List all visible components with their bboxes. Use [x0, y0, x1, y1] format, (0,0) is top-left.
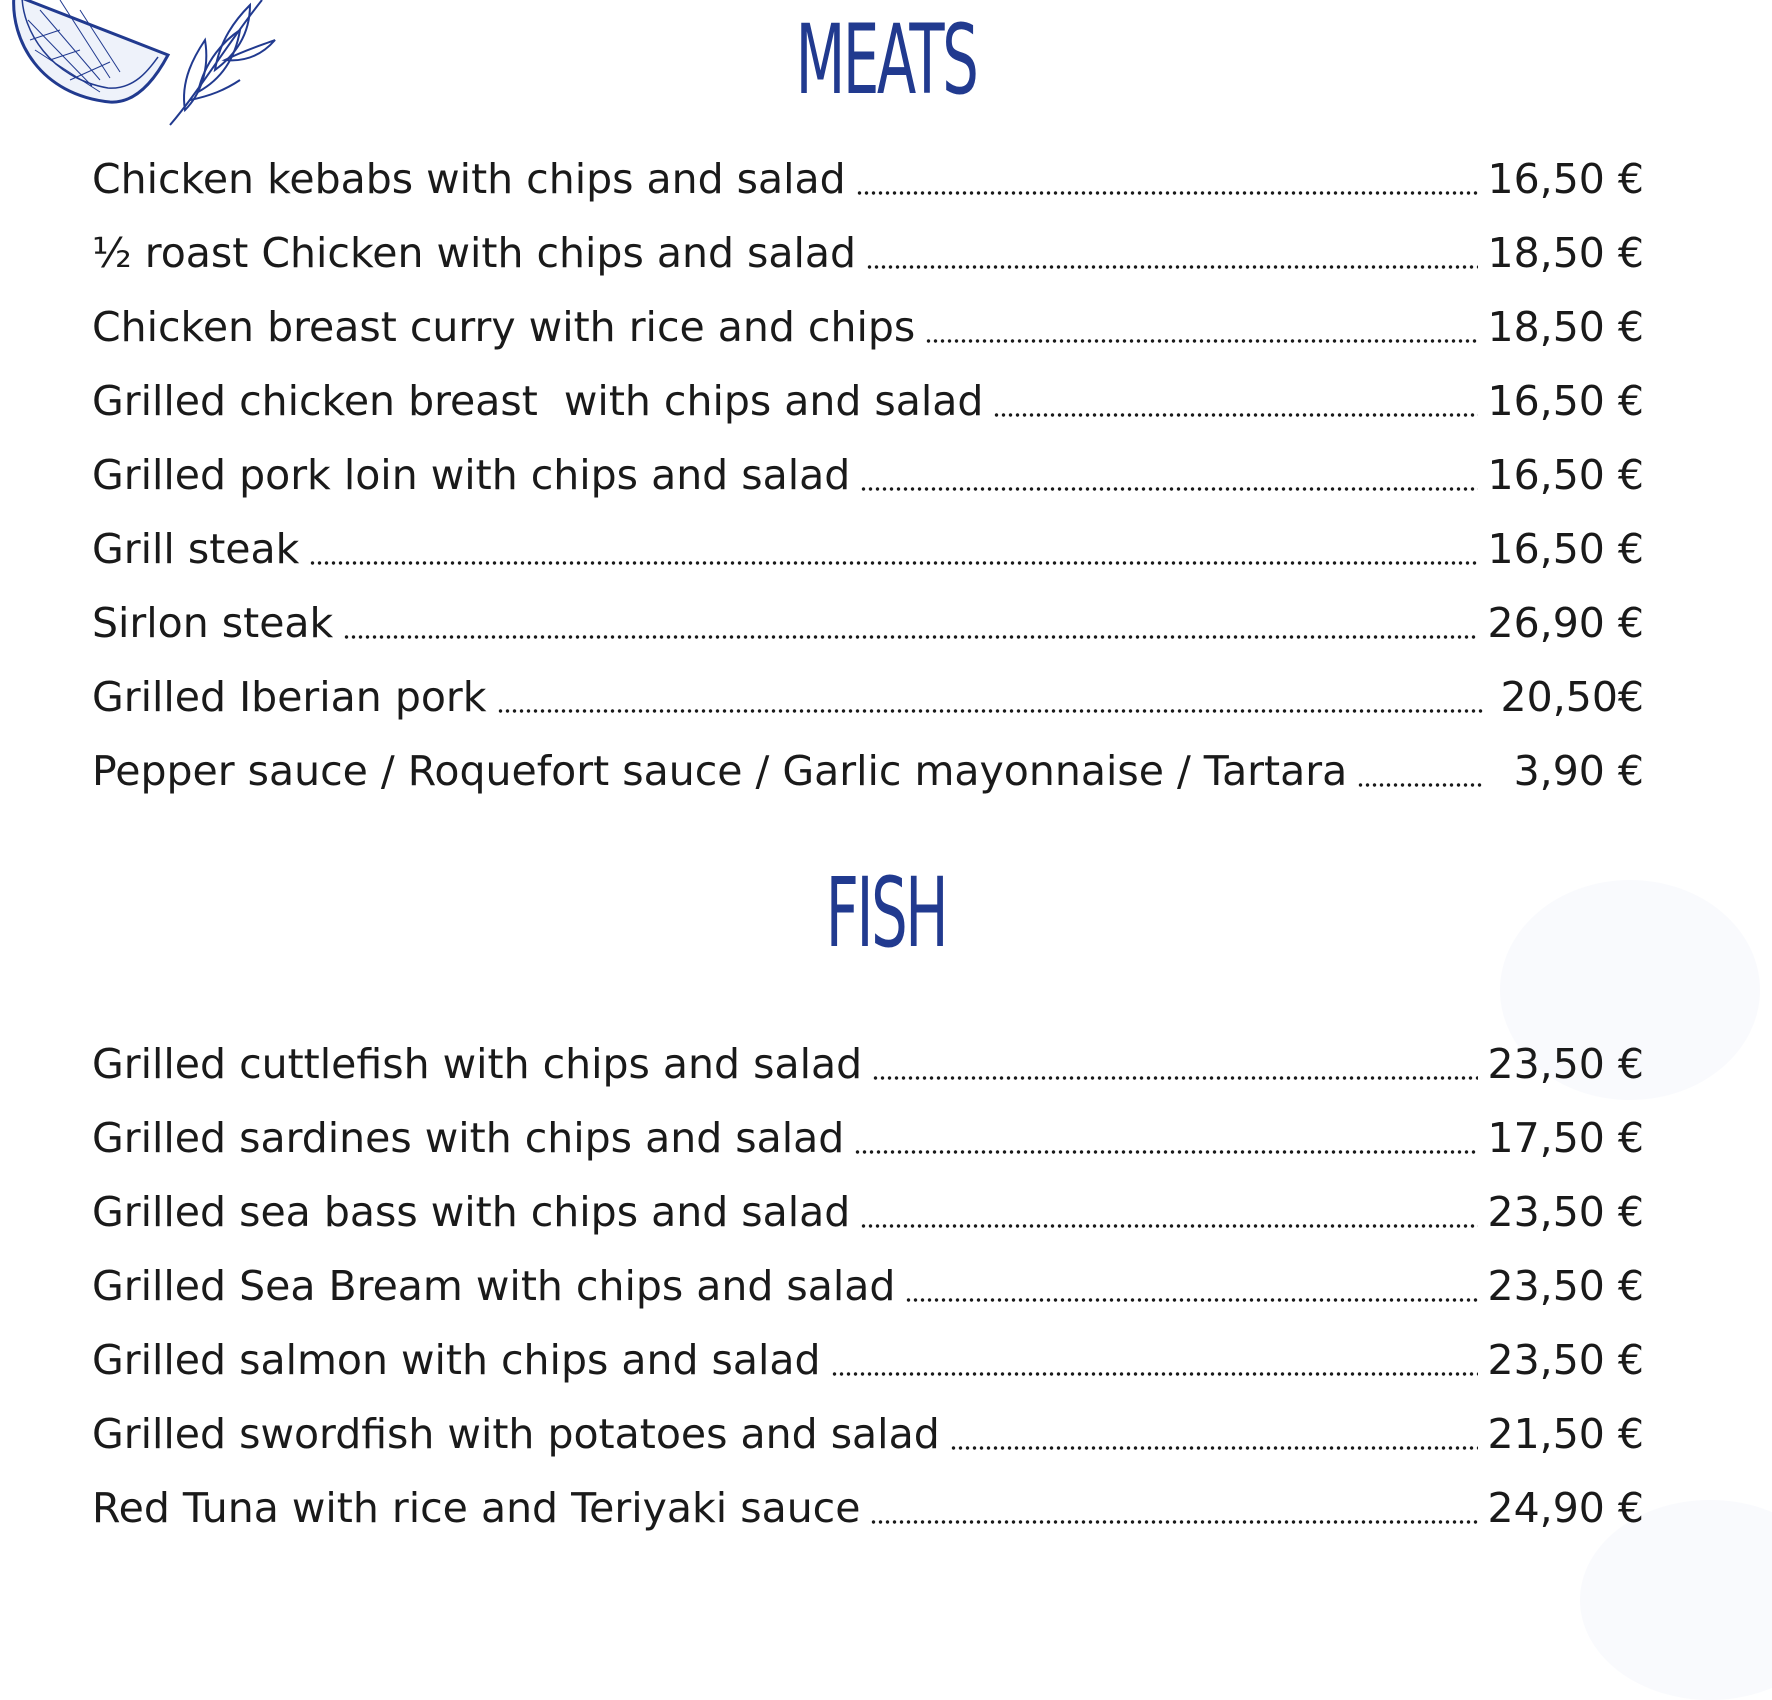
dotted-leader	[497, 707, 1484, 715]
menu-item	[92, 1397, 1644, 1471]
dotted-leader	[856, 189, 1478, 197]
item-name: Grilled cuttlefish with chips and salad	[92, 1040, 863, 1088]
dotted-leader	[860, 485, 1477, 493]
menu-item	[92, 290, 1644, 364]
item-price: 21,50 €	[1487, 1410, 1644, 1458]
item-price: 3,90 €	[1513, 747, 1644, 795]
lemon-rosemary-illustration	[0, 0, 290, 140]
item-price: 16,50 €	[1487, 377, 1644, 425]
section-title-meats: MEATS	[795, 4, 977, 116]
dotted-leader	[870, 1518, 1477, 1526]
item-name: ½ roast Chicken with chips and salad	[92, 229, 857, 277]
dotted-leader	[343, 633, 1477, 641]
item-name: Grilled Sea Bream with chips and salad	[92, 1262, 896, 1310]
dotted-leader	[831, 1370, 1478, 1378]
item-name: Grilled swordfish with potatoes and salad	[92, 1410, 940, 1458]
item-price: 16,50 €	[1487, 155, 1644, 203]
menu-item	[92, 438, 1644, 512]
item-name: Red Tuna with rice and Teriyaki sauce	[92, 1484, 861, 1532]
section-title-fish: FISH	[825, 857, 947, 969]
dotted-leader	[950, 1444, 1478, 1452]
item-name: Grilled sardines with chips and salad	[92, 1114, 845, 1162]
item-price: 20,50€	[1500, 673, 1644, 721]
dotted-leader	[854, 1148, 1477, 1156]
dotted-leader	[1357, 781, 1484, 789]
dotted-leader	[860, 1222, 1477, 1230]
dotted-leader	[309, 559, 1477, 567]
dotted-leader	[905, 1296, 1477, 1304]
item-name: Grilled chicken breast with chips and salad	[92, 377, 984, 425]
menu-item	[92, 364, 1644, 438]
item-price: 26,90 €	[1487, 599, 1644, 647]
dotted-leader	[925, 337, 1477, 345]
menu-item	[92, 1323, 1644, 1397]
item-name: Pepper sauce / Roquefort sauce / Garlic mayonnaise / Tartara	[92, 747, 1348, 795]
item-price: 23,50 €	[1487, 1040, 1644, 1088]
meats-menu-list	[92, 142, 1644, 808]
item-price: 18,50 €	[1487, 303, 1644, 351]
item-name: Sirlon steak	[92, 599, 334, 647]
menu-item	[92, 216, 1644, 290]
menu-item	[92, 1249, 1644, 1323]
menu-item	[92, 1175, 1644, 1249]
menu-item	[92, 1101, 1644, 1175]
lemon-slice-icon	[14, 0, 168, 102]
menu-item	[92, 586, 1644, 660]
item-name: Chicken kebabs with chips and salad	[92, 155, 846, 203]
menu-item	[92, 734, 1644, 808]
item-name: Grilled sea bass with chips and salad	[92, 1188, 851, 1236]
dotted-leader	[872, 1074, 1477, 1082]
item-name: Grilled salmon with chips and salad	[92, 1336, 821, 1384]
rosemary-sprig-icon	[170, 0, 275, 125]
item-price: 16,50 €	[1487, 451, 1644, 499]
item-name: Grill steak	[92, 525, 300, 573]
item-name: Grilled Iberian pork	[92, 673, 487, 721]
item-price: 23,50 €	[1487, 1336, 1644, 1384]
menu-item	[92, 512, 1644, 586]
menu-item	[92, 1027, 1644, 1101]
menu-item	[92, 660, 1644, 734]
item-price: 23,50 €	[1487, 1188, 1644, 1236]
menu-item	[92, 142, 1644, 216]
item-price: 17,50 €	[1487, 1114, 1644, 1162]
item-price: 23,50 €	[1487, 1262, 1644, 1310]
item-price: 16,50 €	[1487, 525, 1644, 573]
item-price: 24,90 €	[1487, 1484, 1644, 1532]
item-name: Grilled pork loin with chips and salad	[92, 451, 851, 499]
item-name: Chicken breast curry with rice and chips	[92, 303, 916, 351]
menu-item	[92, 1471, 1644, 1545]
dotted-leader	[866, 263, 1477, 271]
fish-menu-list	[92, 1027, 1644, 1545]
item-price: 18,50 €	[1487, 229, 1644, 277]
dotted-leader	[993, 411, 1477, 419]
